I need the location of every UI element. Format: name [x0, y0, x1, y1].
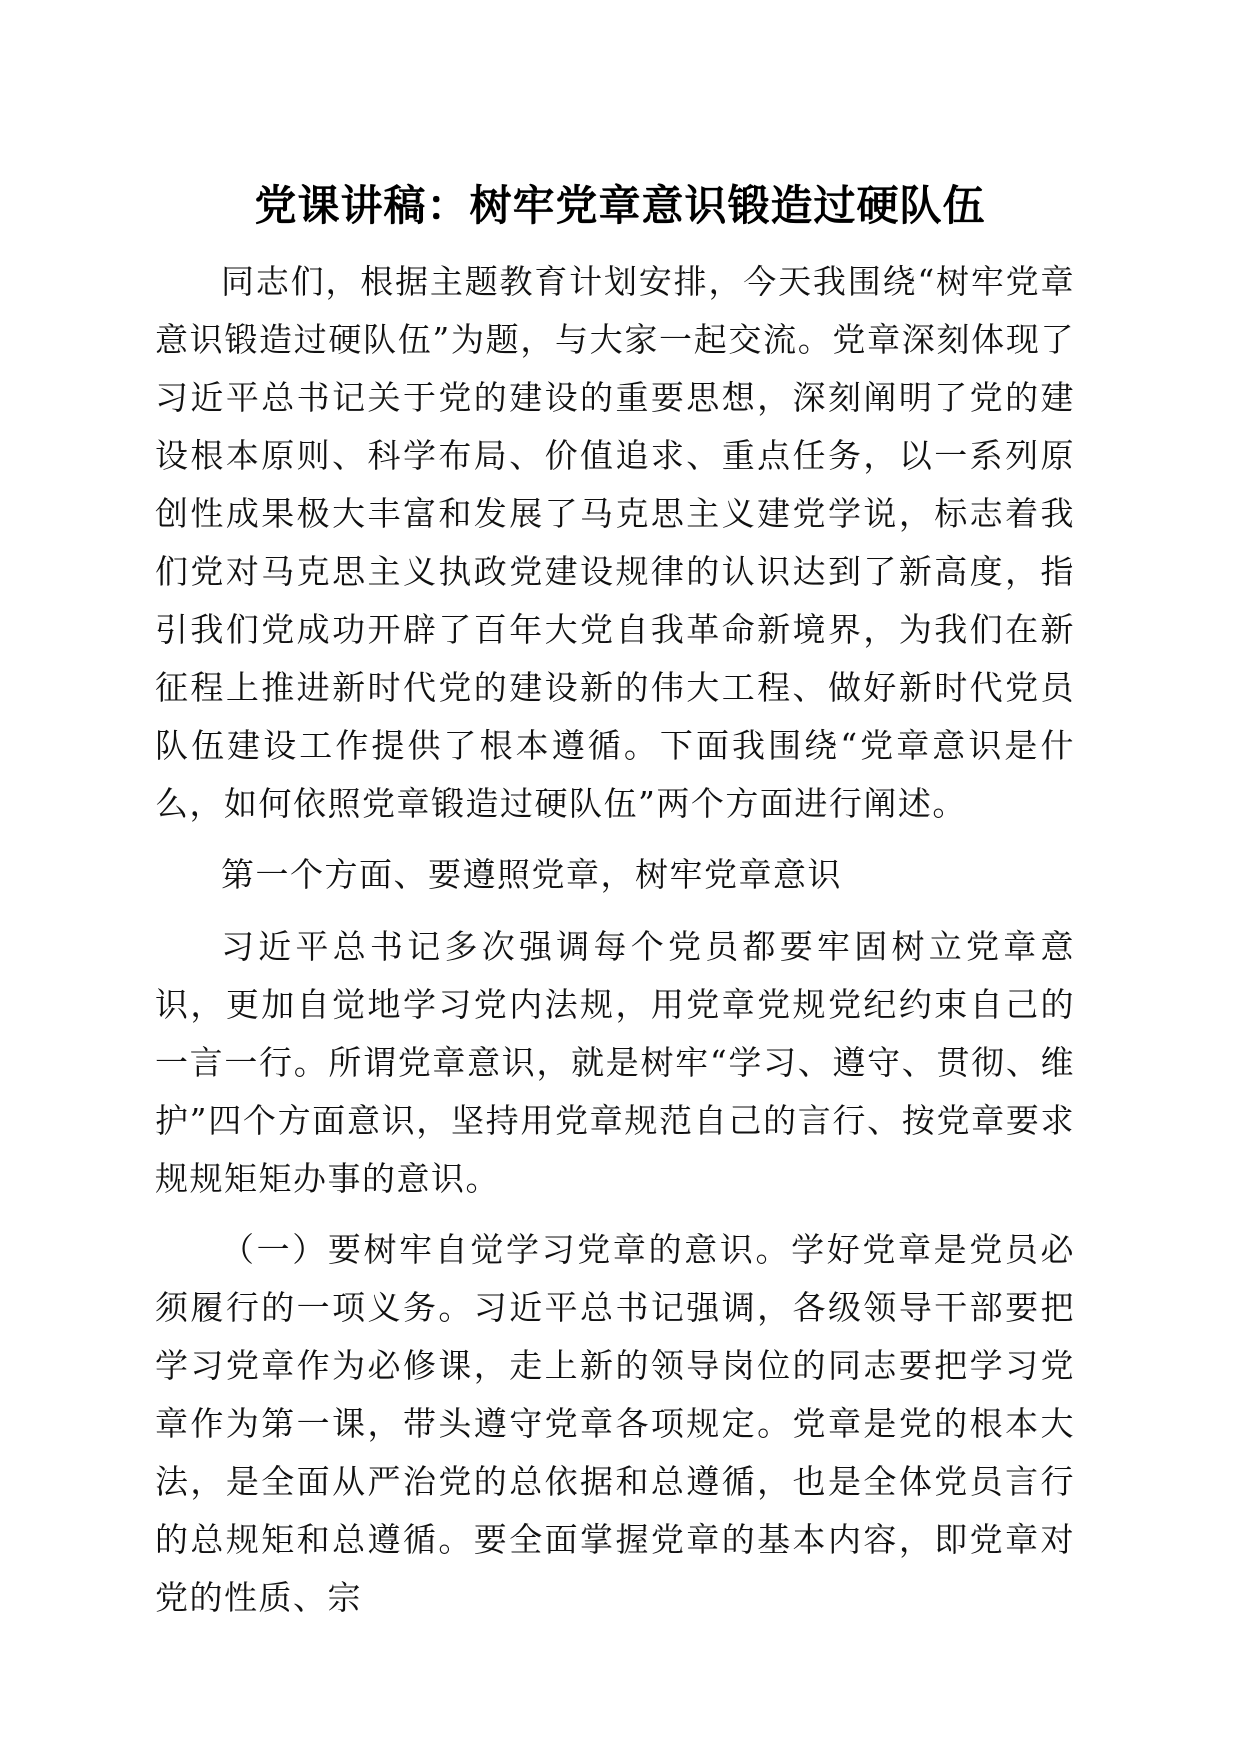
- paragraph-point-one: （一）要树牢自觉学习党章的意识。学好党章是党员必须履行的一项义务。习近平总书记强调，各级领导干部要把学习党章作为必修课，走上新的领导岗位的同志要把学习党章作为第一课，带头遵守党章各项规定。党章是党的根本大法，是全面从严治党的总依据和总遵循，也是全体党员言行的总规矩和总遵循。要全面掌握党章的基本内容，即党章对党的性质、宗: [155, 1230, 1075, 1617]
- paragraph-section-intro: 习近平总书记多次强调每个党员都要牢固树立党章意识，更加自觉地学习党内法规，用党章党规党纪约束自己的一言一行。所谓党章意识，就是树牢“学习、遵守、贯彻、维护”四个方面意识，坚持用党章规范自己的言行、按党章要求规规矩矩办事的意识。: [155, 927, 1075, 1198]
- section-heading: 第一个方面、要遵照党章，树牢党章意识: [221, 855, 842, 894]
- document-title: 党课讲稿：树牢党章意识锻造过硬队伍: [254, 181, 986, 230]
- document-body: [155, 253, 1075, 1627]
- paragraph-intro: 同志们，根据主题教育计划安排，今天我围绕“树牢党章意识锻造过硬队伍”为题，与大家一起交流。党章深刻体现了习近平总书记关于党的建设的重要思想，深刻阐明了党的建设根本原则、科学布局、价值追求、重点任务，以一系列原创性成果极大丰富和发展了马克思主义建党学说，标志着我们党对马克思主义执政党建设规律的认识达到了新高度，指引我们党成功开辟了百年大党自我革命新境界，为我们在新征程上推进新时代党的建设新的伟大工程、做好新时代党员队伍建设工作提供了根本遵循。下面我围绕“党章意识是什么，如何依照党章锻造过硬队伍”两个方面进行阐述。: [155, 262, 1075, 823]
